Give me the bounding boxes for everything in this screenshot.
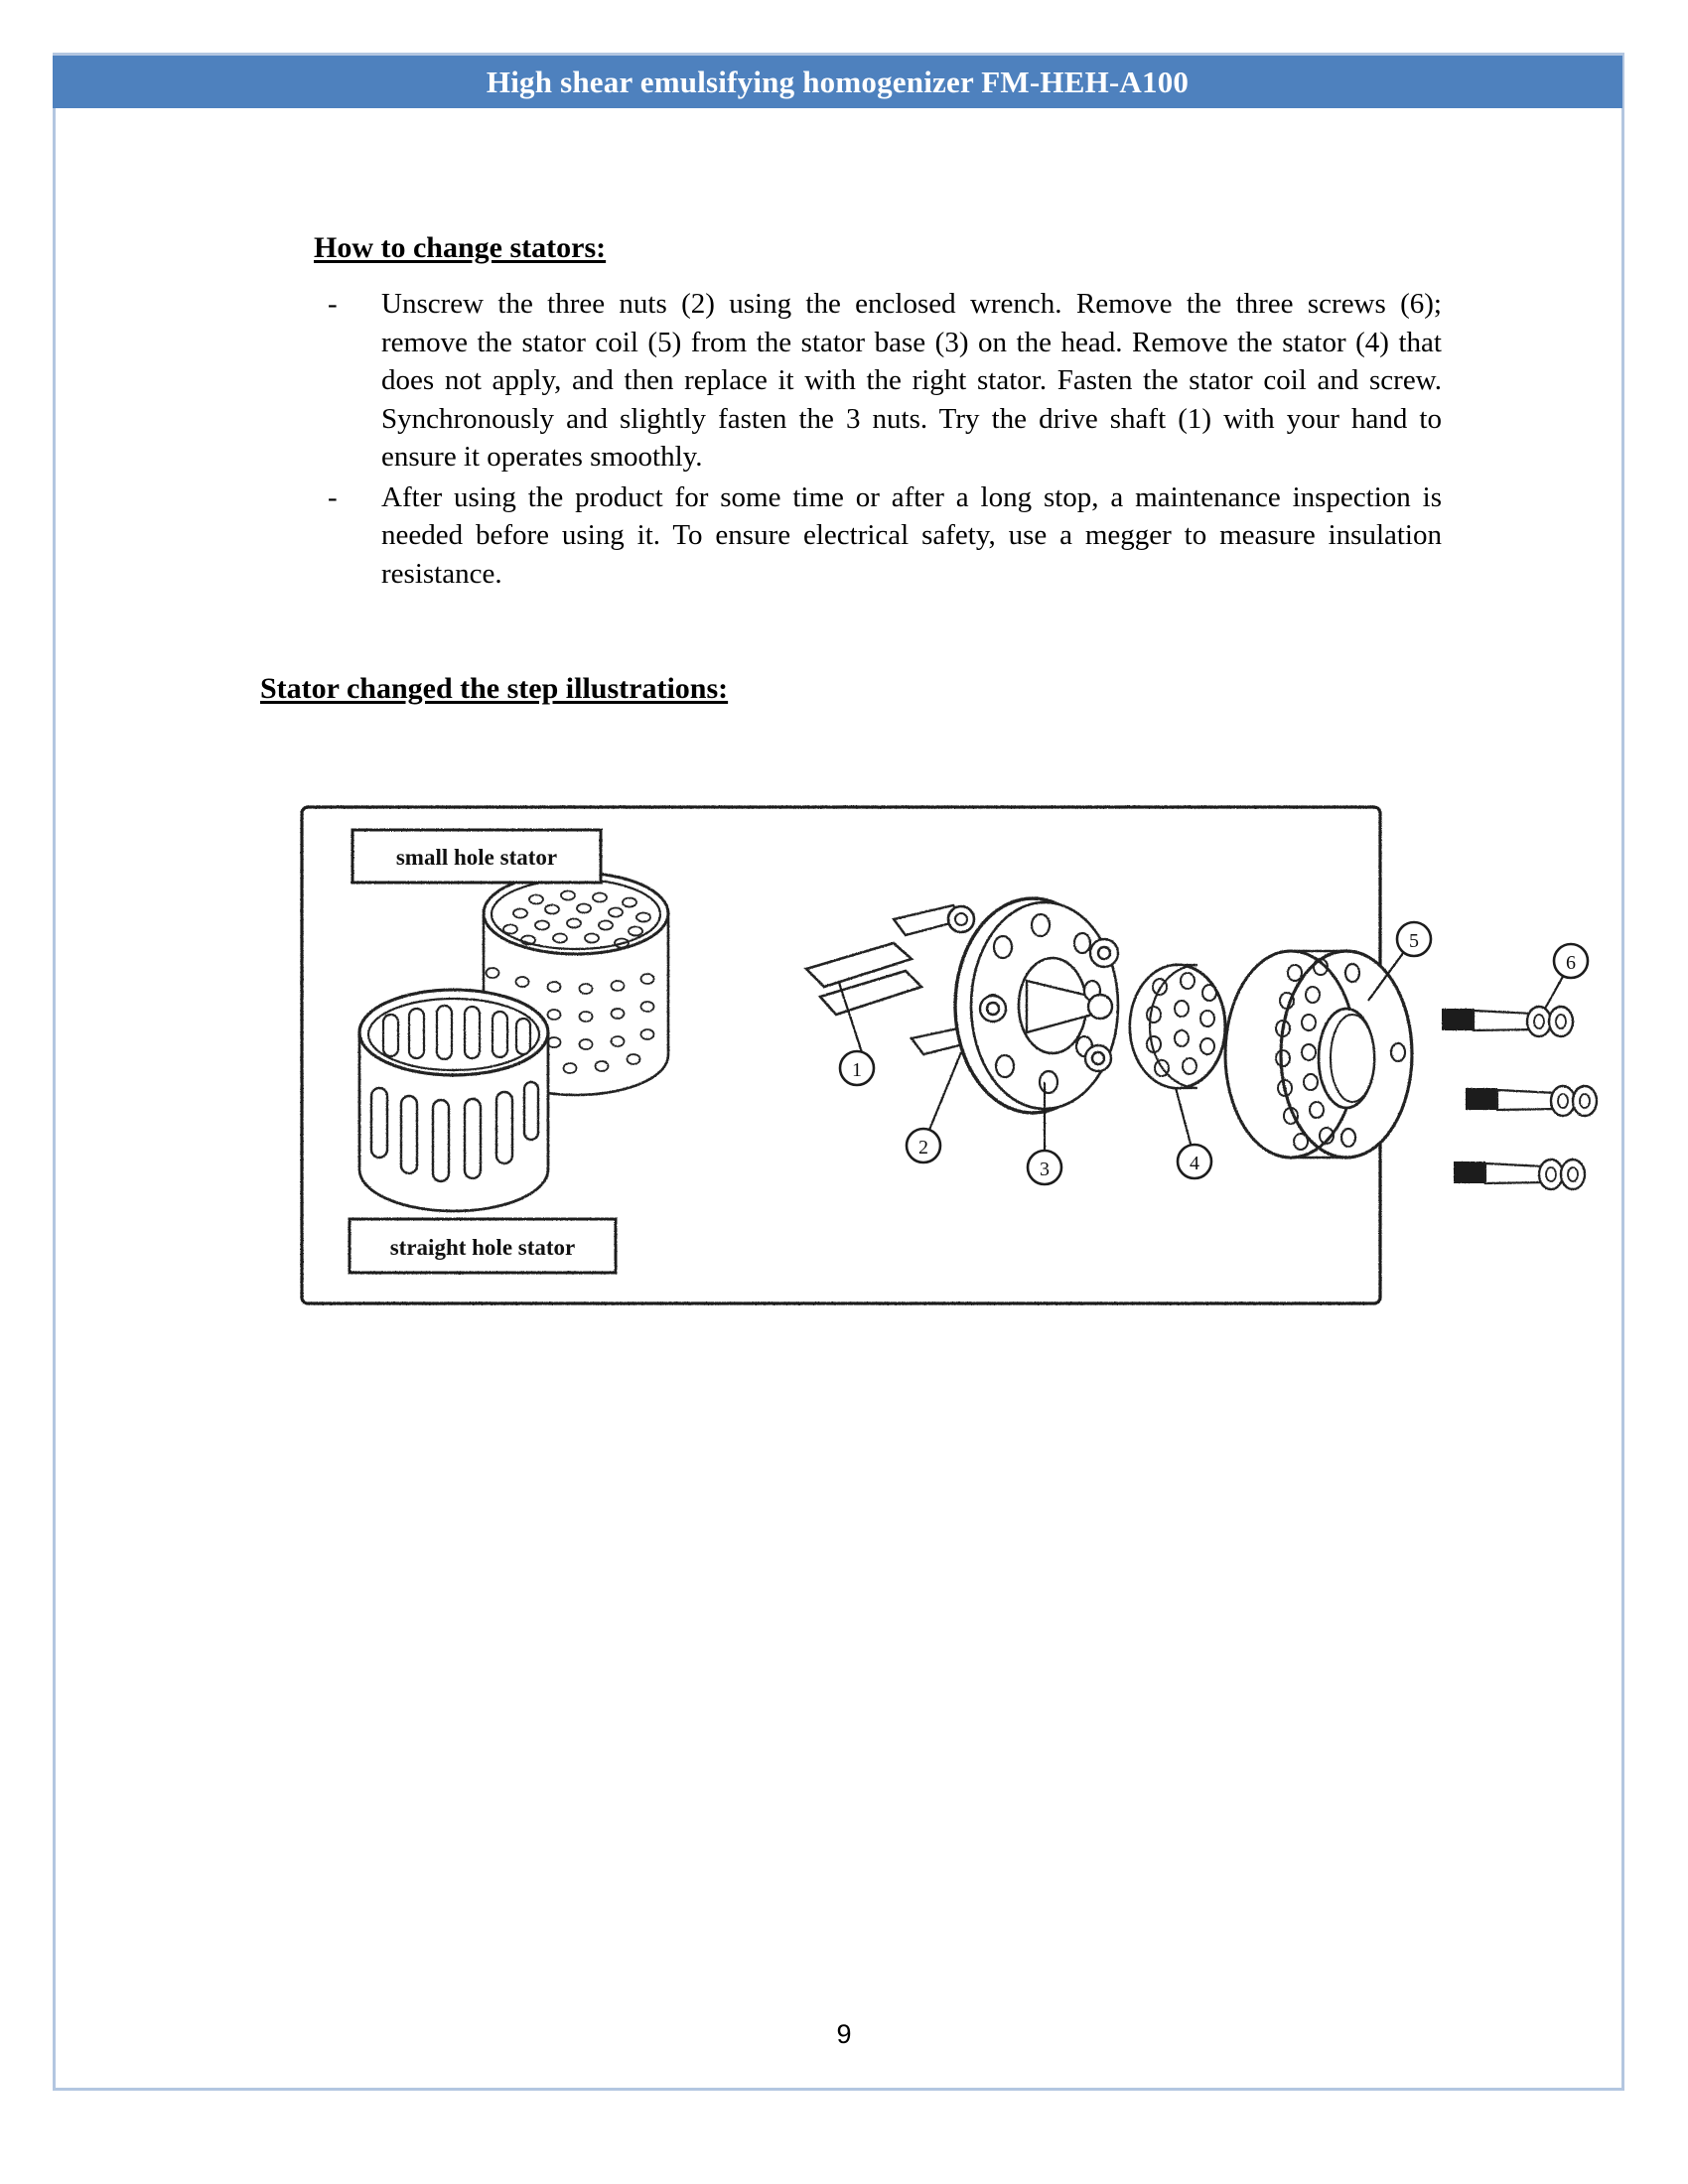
callout-5 <box>1397 922 1431 956</box>
callout-1-number: 1 <box>852 1059 862 1081</box>
stator-assembly-figure <box>298 802 1576 1310</box>
callout-4 <box>1178 1145 1211 1178</box>
straight-hole-stator-label: straight hole stator <box>389 1235 576 1260</box>
stator-assembly-diagram <box>298 802 1576 1310</box>
heading-how-to-change-stators: How to change stators: <box>314 231 607 264</box>
page-number: 9 <box>836 2019 852 2049</box>
callout-2 <box>907 1129 940 1162</box>
callout-6 <box>1554 944 1588 978</box>
list-item <box>328 478 1442 594</box>
left-pane-stators <box>350 830 668 1273</box>
heading-stator-illustrations: Stator changed the step illustrations: <box>260 672 729 705</box>
stator-part <box>1130 965 1225 1088</box>
stator-coil-part <box>1225 951 1412 1158</box>
callout-3 <box>1028 1151 1061 1184</box>
callout-2-number: 2 <box>918 1137 928 1159</box>
callout-6-number: 6 <box>1566 952 1576 974</box>
list-item <box>328 285 1442 477</box>
stator-base-part <box>955 898 1118 1113</box>
page-title: High shear emulsifying homogenizer FM-HEH-A100 <box>486 64 1190 99</box>
callout-1 <box>840 1051 874 1085</box>
list-item-text: After using the product for some time or after a long stop, a maintenance inspection is needed before using it. To ensure electrical safety, use a megger to measure insulation resistance. <box>381 480 1442 590</box>
bullet-marker: - <box>328 288 338 320</box>
callout-4-number: 4 <box>1190 1153 1199 1174</box>
callout-5-number: 5 <box>1409 930 1419 952</box>
bullet-marker: - <box>328 480 338 513</box>
screws-part <box>1442 1007 1597 1189</box>
small-hole-stator-label: small hole stator <box>395 845 558 870</box>
instruction-list <box>328 285 1442 595</box>
callout-3-number: 3 <box>1040 1159 1050 1180</box>
straight-hole-stator-drawing <box>359 990 548 1211</box>
list-item-text: Unscrew the three nuts (2) using the enclosed wrench. Remove the three screws (6); remove the stator coil (5) from the stator base (3) on the head. Remove the stator (4) that does not apply, and then replace it with the right stator. Fasten the stator coil and screw. Synchronously and slightly fasten the 3 nuts. Try the drive shaft (1) with your hand to ensure it operates smoothly. <box>381 288 1442 473</box>
